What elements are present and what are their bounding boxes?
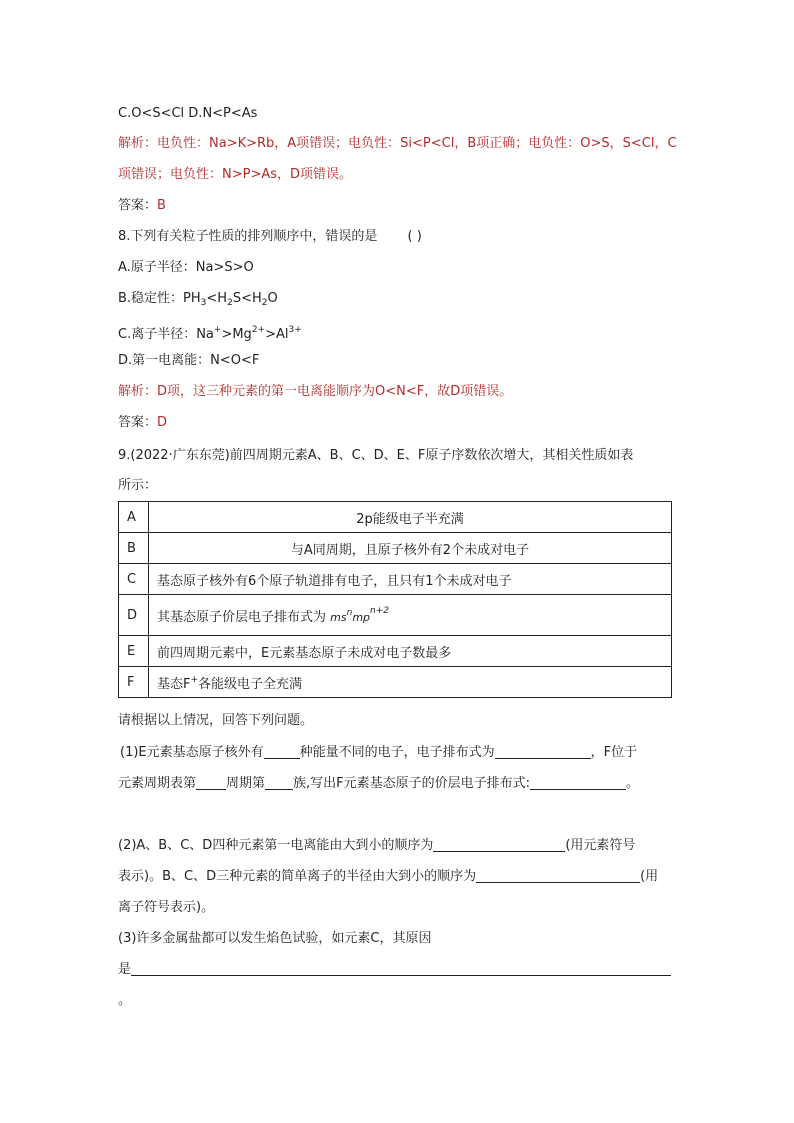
answer-blank[interactable] [196,775,226,790]
q9-part3-line2 [118,960,671,980]
q9-instruction: 请根据以上情况，回答下列问题。 [118,713,314,728]
prompt-text: 表示)。B、C、D三种元素的简单离子的半径由大到小的顺序为 [118,869,477,884]
table-key: B [119,533,149,564]
q7-answer [118,196,166,216]
answer-blank[interactable] [495,744,591,759]
table-row [119,667,672,698]
table-key: A [119,502,149,533]
prompt-text: 元素周期表第 [118,776,197,791]
superscript: 2+ [251,325,266,335]
table-cell-text: 基态F [157,676,191,692]
superscript: n+2 [370,605,389,616]
prompt-text: (用元素符号 [565,838,636,853]
prompt-text: 周期第 [226,776,266,791]
table-row [119,564,672,595]
q8-option-c [118,320,302,345]
answer-blank[interactable] [530,775,626,790]
q7-analysis: 解析：电负性：Na>K>Rb，A项错误；电负性：Si<P<Cl，B项正确；电负性：O>S，S<Cl，C [118,136,677,151]
table-row [119,533,672,564]
table-cell-text: 各能级电子全充满 [198,676,303,692]
superscript: n [346,607,353,618]
table-key: D [119,595,149,636]
answer-blank[interactable] [264,744,300,759]
q8-c-text: >Al [265,327,289,342]
q8-stem-text: 8.下列有关粒子性质的排列顺序中，错误的是 [118,229,378,244]
q8-c-text: >Mg [221,327,252,342]
table-row [119,595,672,636]
table-row [119,636,672,667]
prompt-text: 。 [626,776,640,791]
element-properties-table [118,501,672,698]
prompt-text: (1)E元素基态原子核外有 [120,745,264,760]
answer-value: D [157,415,168,430]
table-key: F [119,667,149,698]
q8-analysis: 解析：D项，这三种元素的第一电离能顺序为O<N<F，故D项错误。 [118,384,513,399]
table-cell: 基态原子核外有6个原子轨道排有电子，且只有1个未成对电子 [149,564,672,595]
answer-blank[interactable] [433,837,565,852]
table-cell: 前四周期元素中，E元素基态原子未成对电子数最多 [149,636,672,667]
table-cell-text: 其基态原子价层电子排布式为 [157,609,331,625]
prompt-text: ，F位于 [590,745,638,760]
answer-blank[interactable] [265,775,293,790]
q9-part3-line1: (3)许多金属盐都可以发生焰色试验，如元素C，其原因 [118,931,432,946]
q9-part2-line1 [118,836,635,856]
superscript: + [213,325,222,335]
formula-part: mp [352,610,371,624]
q9-part1-line2 [118,774,639,794]
q9-stem-line2: 所示： [118,478,158,493]
q7-options-cd: C.O<S<Cl D.N<P<As [118,106,258,121]
q9-part2-line3: 离子符号表示)。 [118,900,215,915]
table-cell [149,595,672,636]
table-cell: 与A同周期，且原子核外有2个未成对电子 [149,533,672,564]
q7-analysis-cont: 项错误；电负性：N>P>As，D项错误。 [118,167,353,182]
q9-part3-line3: 。 [118,993,132,1008]
table-row [119,502,672,533]
answer-value: B [157,198,166,213]
prompt-text: (用 [640,869,659,884]
q8-answer [118,413,167,433]
superscript: 3+ [288,325,302,335]
q9-part1-line1 [120,743,637,763]
subscript: 2 [261,298,268,308]
q8-option-a: A.原子半径：Na>S>O [118,260,254,275]
q8-option-b [118,289,278,313]
q8-b-text: B.稳定性：PH [118,291,201,306]
table-cell: 2p能级电子半充满 [149,502,672,533]
q8-option-d: D.第一电离能：N<O<F [118,353,260,368]
q8-b-text: <H [206,291,228,306]
q8-answer-paren: ( ) [407,229,422,244]
q8-b-text: S<H [232,291,262,306]
q8-stem [118,227,422,247]
answer-blank[interactable] [131,961,671,976]
q9-stem-line1: 9.(2022·广东东莞)前四周期元素A、B、C、D、E、F原子序数依次增大，其相关性质如表 [118,448,634,463]
formula-part: ms [330,610,347,624]
prompt-text: 族,写出F元素基态原子的价层电子排布式: [293,776,531,791]
q8-b-text: O [267,291,278,306]
q8-c-text: C.离子半径：Na [118,327,214,342]
prompt-text: (2)A、B、C、D四种元素第一电离能由大到小的顺序为 [118,838,434,853]
superscript: + [190,674,199,685]
table-key: C [119,564,149,595]
prompt-text: 种能量不同的电子，电子排布式为 [299,745,495,760]
subscript: 2 [227,298,233,308]
subscript: 3 [200,298,207,308]
table-cell [149,667,672,698]
answer-label: 答案： [118,415,158,430]
prompt-text: 是 [118,962,132,977]
answer-blank[interactable] [476,868,640,883]
table-key: E [119,636,149,667]
formula [330,605,389,624]
q9-part2-line2 [118,867,658,887]
answer-label: 答案： [118,198,158,213]
